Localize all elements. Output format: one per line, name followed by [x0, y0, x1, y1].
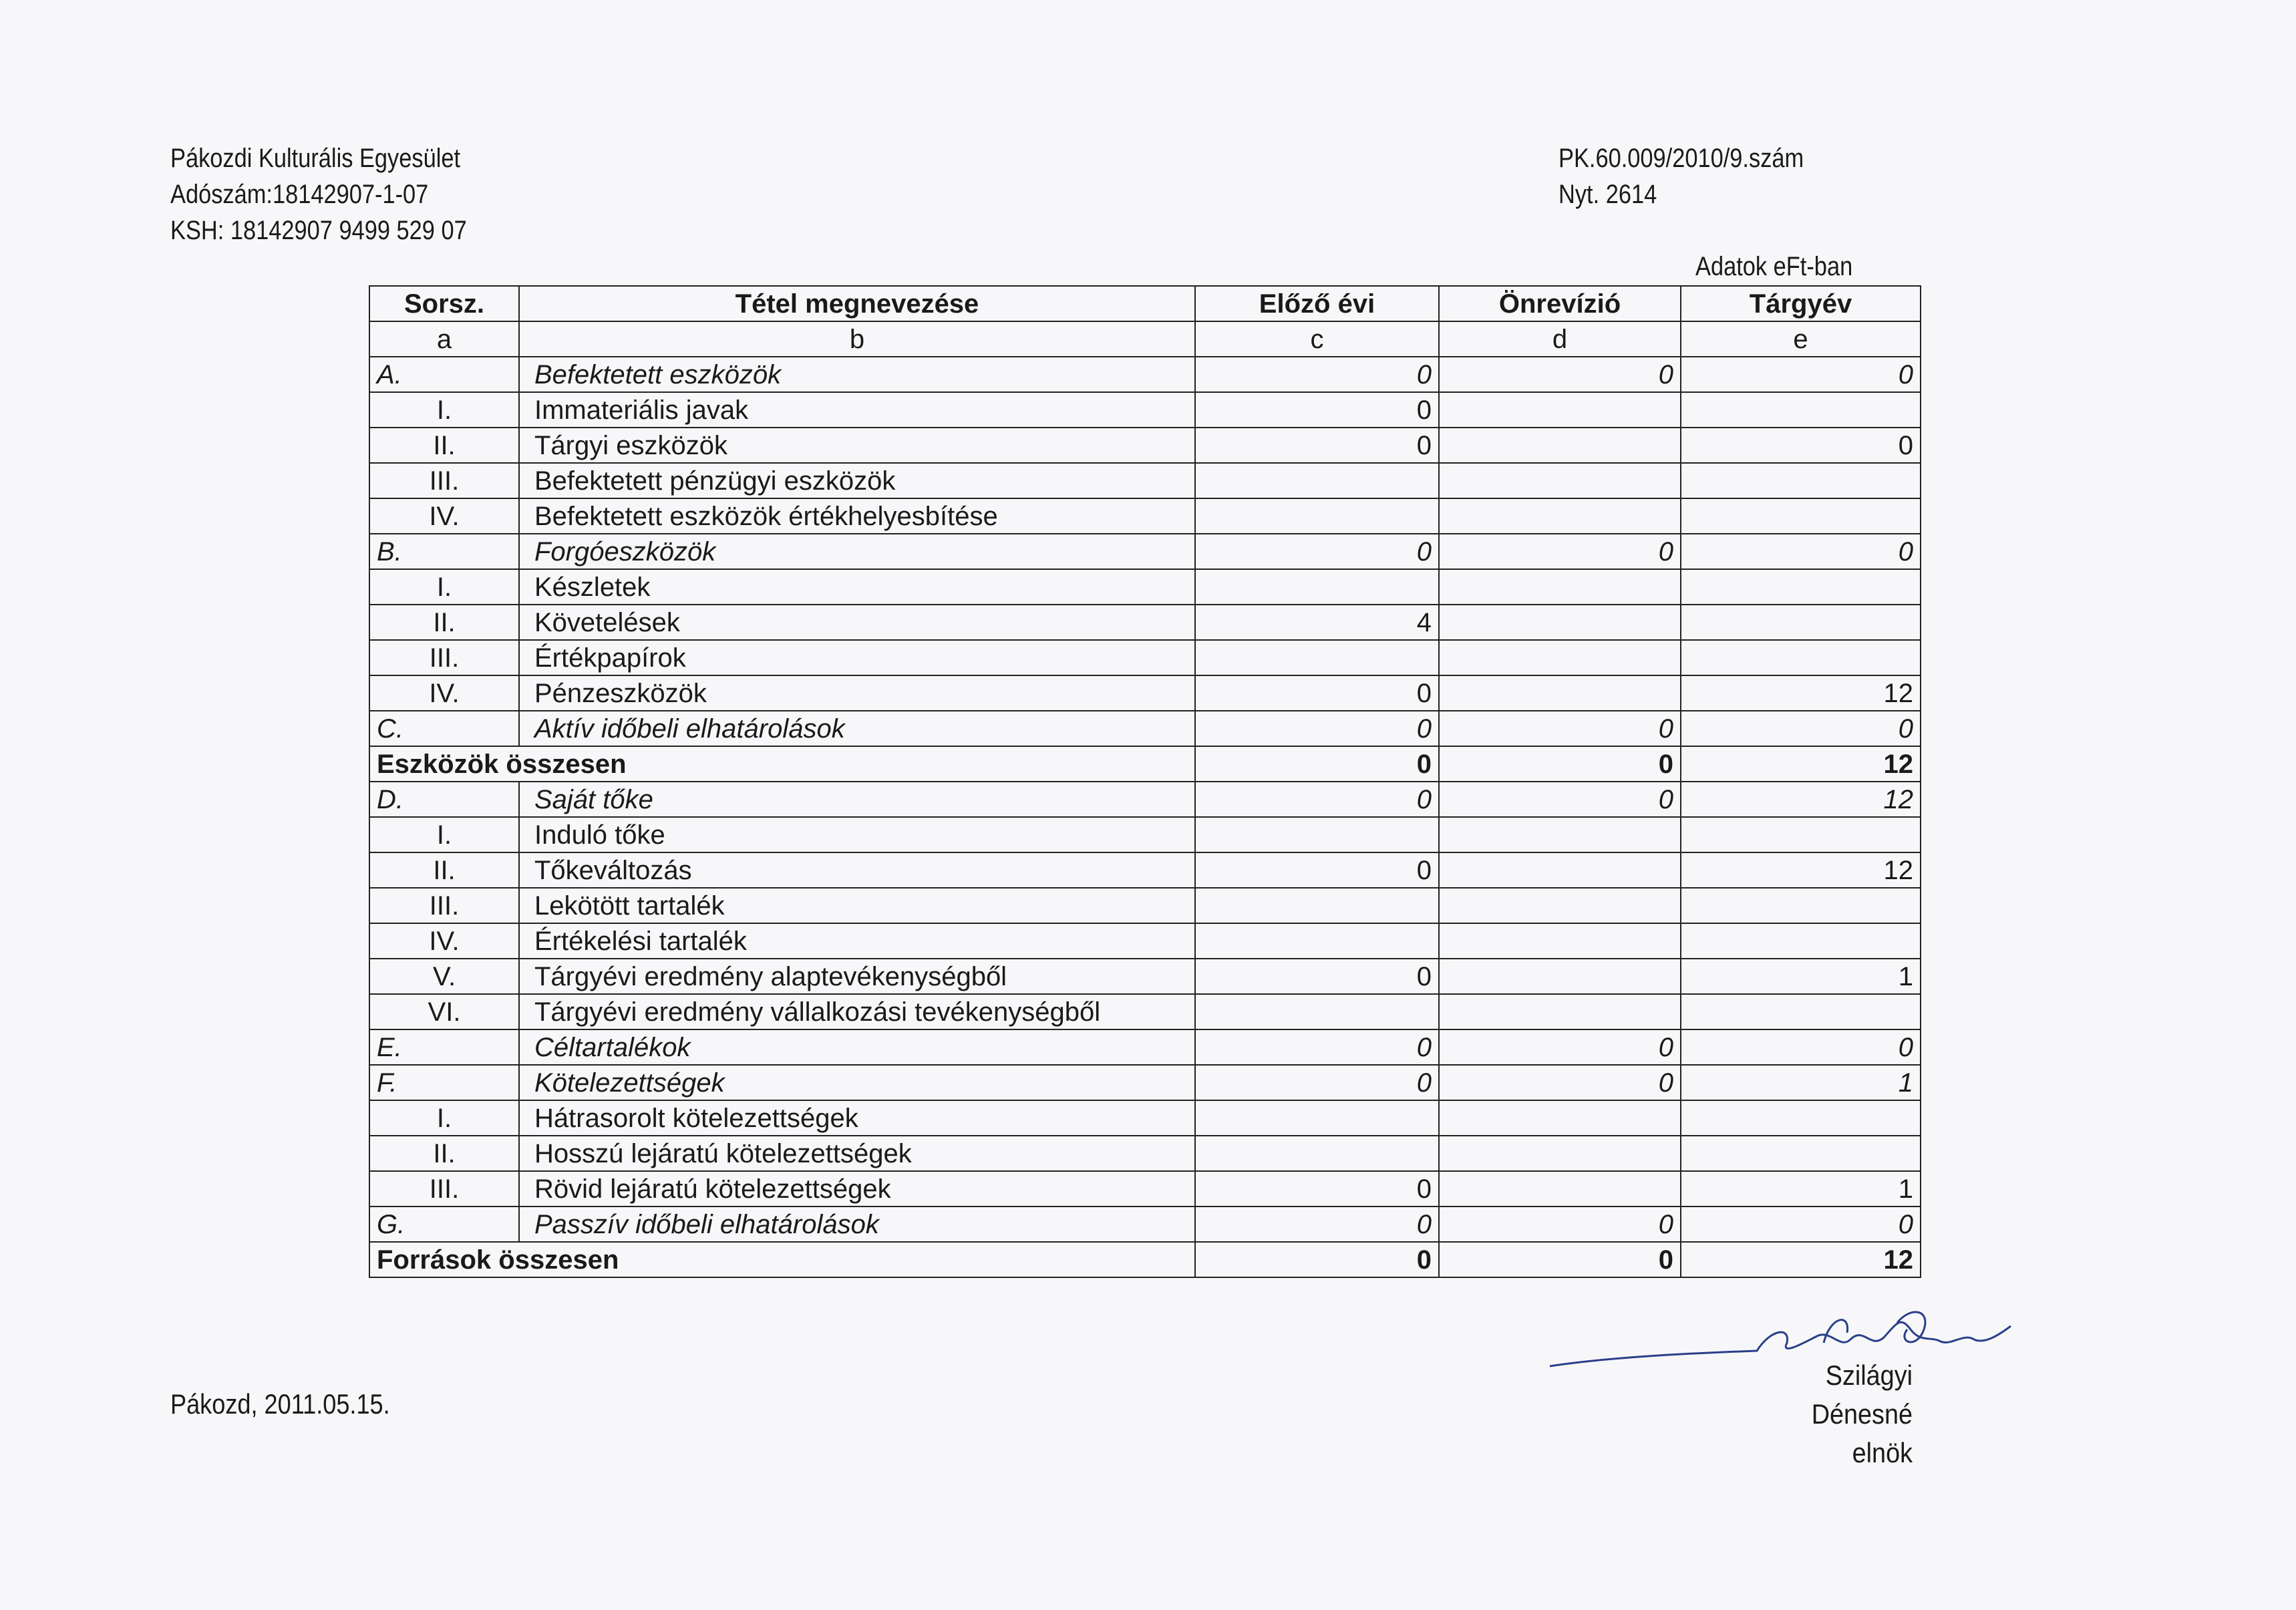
item-name: Céltartalékok	[519, 1029, 1195, 1065]
row-number: III.	[369, 640, 519, 675]
value-d	[1439, 959, 1681, 994]
value-d: 0	[1439, 1242, 1681, 1277]
value-c: 0	[1195, 1242, 1439, 1277]
value-c: 0	[1195, 1065, 1439, 1100]
value-c	[1195, 994, 1439, 1029]
value-e	[1681, 605, 1921, 640]
value-c: 0	[1195, 959, 1439, 994]
value-d: 0	[1439, 782, 1681, 817]
item-name: Forgóeszközök	[519, 534, 1195, 569]
value-c: 0	[1195, 782, 1439, 817]
item-name: Aktív időbeli elhatárolások	[519, 711, 1195, 746]
item-name: Saját tőke	[519, 782, 1195, 817]
value-e	[1681, 994, 1921, 1029]
item-name: Hosszú lejáratú kötelezettségek	[519, 1136, 1195, 1171]
value-c	[1195, 1100, 1439, 1136]
reference-block	[1559, 140, 1804, 212]
row-number: II.	[369, 852, 519, 888]
value-d	[1439, 994, 1681, 1029]
value-d	[1439, 817, 1681, 852]
item-name: Lekötött tartalék	[519, 888, 1195, 923]
item-name: Immateriális javak	[519, 392, 1195, 428]
value-d	[1439, 852, 1681, 888]
row-number: IV.	[369, 923, 519, 959]
row-number: I.	[369, 569, 519, 605]
row-number: VI.	[369, 994, 519, 1029]
table-row	[369, 1206, 1921, 1242]
row-number: I.	[369, 1100, 519, 1136]
organization-block	[170, 140, 467, 249]
row-number: IV.	[369, 675, 519, 711]
row-number: II.	[369, 605, 519, 640]
header-sorsz: Sorsz.	[369, 286, 519, 321]
row-number: III.	[369, 463, 519, 498]
table-row	[369, 1136, 1921, 1171]
table-row	[369, 463, 1921, 498]
value-e: 0	[1681, 1206, 1921, 1242]
value-c	[1195, 888, 1439, 923]
item-name: Tárgyévi eredmény alaptevékenységből	[519, 959, 1195, 994]
table-row	[369, 569, 1921, 605]
value-c: 0	[1195, 675, 1439, 711]
total-row	[369, 746, 1921, 782]
balance-sheet-table	[369, 285, 1921, 1278]
value-e: 0	[1681, 428, 1921, 463]
value-e	[1681, 392, 1921, 428]
value-d	[1439, 1100, 1681, 1136]
column-letter: b	[519, 321, 1195, 357]
table-row	[369, 994, 1921, 1029]
reference-number: PK.60.009/2010/9.szám	[1559, 144, 1804, 173]
row-number: III.	[369, 888, 519, 923]
place-and-date: Pákozd, 2011.05.15.	[170, 1388, 390, 1420]
item-name: Induló tőke	[519, 817, 1195, 852]
value-d	[1439, 463, 1681, 498]
value-e: 0	[1681, 1029, 1921, 1065]
table-row	[369, 1100, 1921, 1136]
value-d	[1439, 428, 1681, 463]
table-row	[369, 498, 1921, 534]
header-onrevizio: Önrevízió	[1439, 286, 1681, 321]
table-row	[369, 675, 1921, 711]
row-number: E.	[369, 1029, 519, 1065]
table-row	[369, 817, 1921, 852]
column-letter: d	[1439, 321, 1681, 357]
row-number: D.	[369, 782, 519, 817]
value-d: 0	[1439, 1065, 1681, 1100]
value-d	[1439, 1136, 1681, 1171]
column-letter-row	[369, 321, 1921, 357]
value-c: 0	[1195, 852, 1439, 888]
item-name: Befektetett pénzügyi eszközök	[519, 463, 1195, 498]
total-label: Források összesen	[369, 1242, 1195, 1277]
value-e	[1681, 463, 1921, 498]
row-number: I.	[369, 817, 519, 852]
table-row	[369, 605, 1921, 640]
column-letter: e	[1681, 321, 1921, 357]
value-e	[1681, 1100, 1921, 1136]
value-c	[1195, 569, 1439, 605]
header-tetel: Tétel megnevezése	[519, 286, 1195, 321]
value-e	[1681, 569, 1921, 605]
item-name: Értékpapírok	[519, 640, 1195, 675]
value-c: 0	[1195, 1029, 1439, 1065]
tax-number: Adószám:18142907-1-07	[170, 180, 429, 209]
table-row	[369, 1171, 1921, 1206]
item-name: Rövid lejáratú kötelezettségek	[519, 1171, 1195, 1206]
value-c: 0	[1195, 392, 1439, 428]
value-c	[1195, 498, 1439, 534]
value-e	[1681, 640, 1921, 675]
value-e: 12	[1681, 782, 1921, 817]
row-number: II.	[369, 428, 519, 463]
header-elozo-evi: Előző évi	[1195, 286, 1439, 321]
value-d	[1439, 888, 1681, 923]
value-d	[1439, 675, 1681, 711]
value-e: 12	[1681, 1242, 1921, 1277]
signer-role: elnök	[1852, 1437, 1913, 1468]
table-row	[369, 852, 1921, 888]
registry-number: Nyt. 2614	[1559, 180, 1657, 209]
value-e: 1	[1681, 1171, 1921, 1206]
value-d: 0	[1439, 534, 1681, 569]
value-d	[1439, 498, 1681, 534]
item-name: Tárgyi eszközök	[519, 428, 1195, 463]
row-number: IV.	[369, 498, 519, 534]
value-c	[1195, 923, 1439, 959]
value-e: 0	[1681, 711, 1921, 746]
value-d	[1439, 569, 1681, 605]
table-row	[369, 1065, 1921, 1100]
header-row	[369, 286, 1921, 321]
row-number: F.	[369, 1065, 519, 1100]
value-e: 12	[1681, 852, 1921, 888]
table-row	[369, 1029, 1921, 1065]
value-e	[1681, 817, 1921, 852]
unit-note: Adatok eFt-ban	[1695, 252, 1853, 281]
table-row	[369, 640, 1921, 675]
value-c: 4	[1195, 605, 1439, 640]
item-name: Pénzeszközök	[519, 675, 1195, 711]
value-c: 0	[1195, 711, 1439, 746]
item-name: Tárgyévi eredmény vállalkozási tevékenységből	[519, 994, 1195, 1029]
item-name: Készletek	[519, 569, 1195, 605]
table-row	[369, 357, 1921, 392]
item-name: Követelések	[519, 605, 1195, 640]
value-e	[1681, 923, 1921, 959]
row-number: B.	[369, 534, 519, 569]
value-c	[1195, 640, 1439, 675]
item-name: Kötelezettségek	[519, 1065, 1195, 1100]
value-d: 0	[1439, 1206, 1681, 1242]
value-e: 1	[1681, 1065, 1921, 1100]
value-e: 12	[1681, 746, 1921, 782]
value-c	[1195, 1136, 1439, 1171]
table-row	[369, 428, 1921, 463]
value-c: 0	[1195, 1171, 1439, 1206]
signer-block	[1726, 1356, 1913, 1472]
row-number: G.	[369, 1206, 519, 1242]
item-name: Passzív időbeli elhatárolások	[519, 1206, 1195, 1242]
value-e: 0	[1681, 534, 1921, 569]
item-name: Tőkeváltozás	[519, 852, 1195, 888]
value-e	[1681, 888, 1921, 923]
header-targyev: Tárgyév	[1681, 286, 1921, 321]
table-row	[369, 782, 1921, 817]
table-row	[369, 959, 1921, 994]
column-letter: c	[1195, 321, 1439, 357]
item-name: Hátrasorolt kötelezettségek	[519, 1100, 1195, 1136]
value-c: 0	[1195, 428, 1439, 463]
value-e	[1681, 1136, 1921, 1171]
item-name: Befektetett eszközök értékhelyesbítése	[519, 498, 1195, 534]
table-row	[369, 923, 1921, 959]
item-name: Befektetett eszközök	[519, 357, 1195, 392]
value-c: 0	[1195, 357, 1439, 392]
row-number: I.	[369, 392, 519, 428]
value-d: 0	[1439, 1029, 1681, 1065]
signer-name: Szilágyi Dénesné	[1811, 1359, 1913, 1430]
organization-name: Pákozdi Kulturális Egyesület	[170, 144, 461, 173]
value-d	[1439, 923, 1681, 959]
item-name: Értékelési tartalék	[519, 923, 1195, 959]
ksh-number: KSH: 18142907 9499 529 07	[170, 216, 467, 245]
value-d	[1439, 605, 1681, 640]
table-row	[369, 888, 1921, 923]
value-d	[1439, 1171, 1681, 1206]
value-e: 1	[1681, 959, 1921, 994]
value-e: 0	[1681, 357, 1921, 392]
value-d: 0	[1439, 711, 1681, 746]
table-row	[369, 392, 1921, 428]
table-body	[369, 357, 1921, 1277]
value-c: 0	[1195, 746, 1439, 782]
row-number: II.	[369, 1136, 519, 1171]
table-row	[369, 711, 1921, 746]
total-row	[369, 1242, 1921, 1277]
row-number: C.	[369, 711, 519, 746]
value-e: 12	[1681, 675, 1921, 711]
row-number: A.	[369, 357, 519, 392]
column-letter: a	[369, 321, 519, 357]
value-d: 0	[1439, 746, 1681, 782]
value-c	[1195, 463, 1439, 498]
value-c: 0	[1195, 534, 1439, 569]
value-d	[1439, 392, 1681, 428]
total-label: Eszközök összesen	[369, 746, 1195, 782]
value-d: 0	[1439, 357, 1681, 392]
value-c: 0	[1195, 1206, 1439, 1242]
value-c	[1195, 817, 1439, 852]
value-e	[1681, 498, 1921, 534]
value-d	[1439, 640, 1681, 675]
row-number: V.	[369, 959, 519, 994]
row-number: III.	[369, 1171, 519, 1206]
table-row	[369, 534, 1921, 569]
